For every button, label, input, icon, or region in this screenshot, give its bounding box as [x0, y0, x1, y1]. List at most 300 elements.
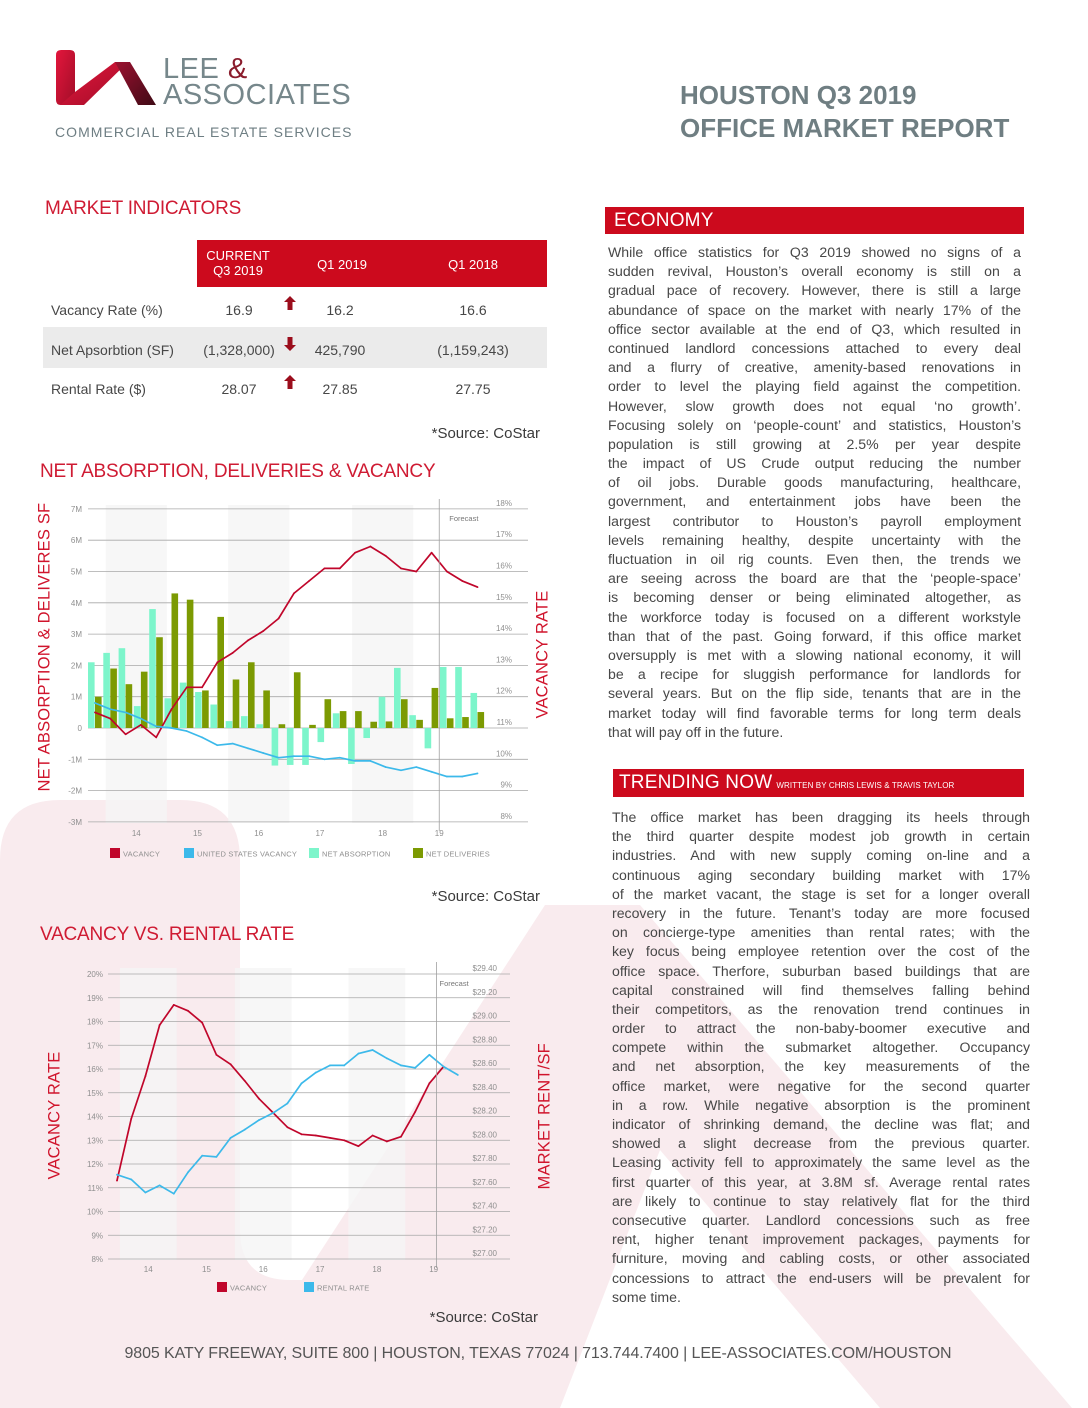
- bar-net-absorption: [348, 728, 355, 764]
- text-line: capital constrained will find themselves falling behind: [612, 981, 1030, 998]
- data-point-rental-rate: [457, 1074, 459, 1076]
- data-point-vacancy: [230, 1063, 232, 1065]
- data-point-rental-rate: [400, 1065, 402, 1067]
- text-line: is becoming denser or being eliminated altogether, as: [608, 589, 1021, 606]
- text-line: population is still growing at 2.5% per year despite: [608, 435, 1021, 452]
- bar-net-absorption: [195, 692, 202, 728]
- data-point-united-states-vacancy: [400, 769, 402, 771]
- logo-leg: [115, 62, 156, 105]
- chart1-left-axis-label: NET ABSORPTION & DELIVERES SF: [35, 502, 54, 792]
- trending-byline: WRITTEN BY CHRIS LEWIS & TRAVIS TAYLOR: [776, 781, 955, 790]
- data-point-vacancy: [287, 1126, 289, 1128]
- data-point-vacancy: [400, 1136, 402, 1138]
- text-line: their competitors, as the renovation trend continues in: [612, 1000, 1030, 1017]
- legend-swatch-net-absorption: [309, 848, 319, 858]
- data-point-rental-rate: [443, 1066, 445, 1068]
- data-point-vacancy: [258, 1098, 260, 1100]
- y-tick-label-left: -1M: [68, 755, 82, 765]
- data-point-vacancy: [94, 711, 96, 713]
- bar-net-deliveries: [248, 662, 255, 728]
- text-line: However, slow growth does not equal ‘no growth’.: [608, 397, 1021, 414]
- text-line: indicator of shrinking demand, the decline was flat; and: [612, 1116, 1030, 1132]
- data-point-rental-rate: [343, 1065, 345, 1067]
- text-line: compete within the submarket altogether. Occupancy: [612, 1039, 1030, 1056]
- text-line: are likely to continue to stay relatively flat for the third: [612, 1192, 1030, 1209]
- y-tick-label-left: 8%: [91, 1255, 103, 1264]
- value-q1-2019: 16.2: [326, 302, 354, 318]
- data-point-united-states-vacancy: [109, 708, 111, 710]
- col-header-current-line2: Q3 2019: [213, 263, 263, 278]
- bar-net-absorption: [318, 728, 325, 742]
- text-line: gradual pace of recovery. However, there is still a large: [608, 282, 1021, 299]
- net-absorption-chart: [30, 495, 560, 870]
- text-line: While office statistics for Q3 2019 showed no signs of a: [608, 244, 1021, 260]
- data-point-rental-rate: [301, 1082, 303, 1084]
- legend-label-united-states-vacancy: UNITED STATES VACANCY: [197, 849, 298, 859]
- text-line: Leasing activity fell to approximately the same level as the: [612, 1154, 1030, 1171]
- x-tick-label: 16: [258, 1265, 268, 1274]
- data-point-vacancy: [429, 1082, 431, 1084]
- y-tick-label-left: 5M: [70, 567, 82, 577]
- data-point-vacancy: [173, 1004, 175, 1006]
- bar-net-deliveries: [217, 617, 224, 728]
- y-tick-label-left: 3M: [70, 630, 82, 640]
- economy-body: [608, 243, 1021, 742]
- data-point-vacancy: [278, 618, 280, 620]
- y-tick-label-right: $27.00: [472, 1249, 497, 1258]
- bar-net-deliveries: [386, 721, 393, 728]
- y-tick-label-left: 18%: [86, 1017, 103, 1027]
- text-line: concessions to attract the end-users will be prevalent for: [612, 1269, 1030, 1286]
- text-line: and a flurry of creative, amenity-based renovations in: [608, 359, 1021, 376]
- text-line: rent, higher tenant improvement packages, payments for: [612, 1231, 1030, 1248]
- value-q1-2018: 16.6: [459, 302, 487, 318]
- bar-net-absorption: [379, 697, 386, 728]
- data-point-rental-rate: [258, 1119, 260, 1121]
- y-tick-label-right: $28.60: [472, 1059, 497, 1068]
- x-tick-label: 18: [372, 1265, 382, 1274]
- data-point-rental-rate: [386, 1057, 388, 1059]
- bar-net-deliveries: [370, 722, 377, 728]
- value-q1-2019: 27.85: [322, 381, 358, 397]
- data-point-vacancy: [446, 571, 448, 573]
- data-point-vacancy: [109, 718, 111, 720]
- data-point-united-states-vacancy: [232, 743, 234, 745]
- x-tick-label: 15: [193, 829, 202, 838]
- bar-net-absorption: [455, 667, 462, 728]
- y-tick-label-left: 1M: [70, 692, 82, 702]
- y-tick-label-left: 14%: [86, 1112, 103, 1122]
- bar-net-deliveries: [447, 718, 454, 728]
- data-point-vacancy: [329, 1137, 331, 1139]
- chart2-right-axis-label: MARKET RENT/SF: [535, 1043, 554, 1190]
- value-q1-2019: 425,790: [314, 342, 366, 358]
- data-point-rental-rate: [287, 1103, 289, 1105]
- data-point-vacancy: [247, 639, 249, 641]
- text-line: oversupply is met with a slowing national economy, it will: [608, 646, 1021, 663]
- forecast-label: Forecast: [439, 979, 469, 988]
- data-point-united-states-vacancy: [247, 747, 249, 749]
- data-point-united-states-vacancy: [278, 757, 280, 759]
- y-tick-label-right: $28.40: [472, 1082, 497, 1092]
- text-line: and net absorption, the key measurements of the: [612, 1058, 1030, 1075]
- data-point-united-states-vacancy: [217, 744, 219, 746]
- x-tick-label: 17: [315, 829, 325, 838]
- bar-net-deliveries: [325, 699, 332, 728]
- logo-tagline: COMMERCIAL REAL ESTATE SERVICES: [55, 124, 353, 140]
- y-tick-label-right: $28.00: [472, 1130, 497, 1140]
- data-point-united-states-vacancy: [308, 755, 310, 757]
- row-label: Net Apsorbtion (SF): [51, 342, 174, 358]
- forecast-label: Forecast: [449, 514, 479, 523]
- bar-net-deliveries: [432, 688, 439, 728]
- data-point-vacancy: [140, 724, 142, 726]
- y-tick-label-left: 13%: [86, 1136, 103, 1146]
- logo-ampersand: &: [227, 53, 248, 85]
- legend-label-vacancy: VACANCY: [230, 1283, 268, 1293]
- chart2-title: VACANCY VS. RENTAL RATE: [40, 924, 295, 945]
- bar-net-deliveries: [263, 690, 270, 728]
- y-tick-label-right: 14%: [495, 624, 512, 634]
- x-tick-label: 19: [429, 1265, 439, 1274]
- text-line: Focusing solely on ‘people-count’ and statistics, Houston’s: [608, 416, 1021, 433]
- data-point-united-states-vacancy: [94, 702, 96, 704]
- data-point-united-states-vacancy: [339, 757, 341, 759]
- y-tick-label-left: 20%: [86, 970, 103, 979]
- year-band: [352, 505, 413, 823]
- legend-swatch-united-states-vacancy: [184, 848, 194, 858]
- bar-net-absorption: [440, 667, 447, 728]
- y-tick-label-right: 17%: [495, 530, 512, 540]
- table-header: [197, 240, 547, 287]
- col-header-current-line1: CURRENT: [206, 248, 270, 263]
- text-line: on concierge-type amenities than rental rates; with the: [612, 924, 1030, 941]
- bar-net-absorption: [409, 715, 416, 728]
- x-tick-label: 19: [434, 829, 444, 838]
- y-tick-label-left: 11%: [87, 1183, 103, 1193]
- data-point-united-states-vacancy: [461, 776, 463, 778]
- data-point-vacancy: [358, 1145, 360, 1147]
- y-tick-label-right: 8%: [500, 811, 512, 821]
- bar-net-absorption: [394, 668, 401, 728]
- text-line: first quarter of this year, at 3.8M sf. Average rental rates: [612, 1173, 1030, 1190]
- legend-label-rental-rate: RENTAL RATE: [317, 1283, 370, 1293]
- data-point-united-states-vacancy: [354, 760, 356, 762]
- y-tick-label-left: 16%: [86, 1065, 103, 1074]
- data-point-vacancy: [293, 593, 295, 595]
- logo-lee: LEE: [163, 53, 220, 85]
- text-line: the workforce today is focused on a different workstyle: [608, 608, 1021, 625]
- text-line: government, and entertainment jobs have been the: [608, 493, 1021, 510]
- y-tick-label-left: 0: [77, 724, 82, 733]
- data-point-vacancy: [186, 686, 188, 688]
- x-tick-label: 15: [202, 1265, 211, 1274]
- text-line: recovery in the future. Tenant’s today are more focused: [612, 904, 1030, 921]
- trending-body: [612, 808, 1030, 1307]
- data-point-vacancy: [324, 567, 326, 569]
- legend-label-vacancy: VACANCY: [123, 849, 161, 859]
- chart1-source-note: *Source: CoStar: [431, 888, 540, 905]
- data-point-vacancy: [431, 552, 433, 554]
- y-tick-label-right: $28.20: [472, 1106, 497, 1116]
- y-tick-label-left: -3M: [68, 817, 82, 827]
- x-tick-label: 16: [254, 829, 264, 838]
- data-point-united-states-vacancy: [125, 711, 127, 713]
- y-tick-label-right: 11%: [496, 718, 512, 727]
- bar-net-absorption: [241, 716, 248, 728]
- chart1-right-axis-label: VACANCY RATE: [533, 590, 552, 719]
- data-point-united-states-vacancy: [155, 726, 157, 728]
- y-tick-label-right: 10%: [495, 749, 512, 759]
- data-point-rental-rate: [201, 1155, 203, 1157]
- data-point-vacancy: [171, 708, 173, 710]
- y-tick-label-left: 15%: [86, 1088, 103, 1098]
- text-line: fluctuation in oil rig counts. Even then, the trends we: [608, 551, 1021, 567]
- data-point-vacancy: [301, 1133, 303, 1135]
- data-point-vacancy: [414, 1111, 416, 1113]
- data-point-rental-rate: [272, 1112, 274, 1114]
- data-point-vacancy: [370, 546, 372, 548]
- bar-net-absorption: [425, 728, 432, 748]
- text-line: the impact of US Crude output reducing the number: [608, 455, 1021, 472]
- year-band: [228, 505, 289, 823]
- text-line: are seeing across the board are that the ‘people-space’: [608, 570, 1021, 587]
- bar-net-absorption: [272, 728, 279, 766]
- text-line: largest contributor to Houston’s payroll employment: [608, 512, 1021, 529]
- text-line: key focus being employee retention over the cost of the: [612, 943, 1030, 960]
- data-point-united-states-vacancy: [186, 730, 188, 732]
- legend-label-net-absorption: NET ABSORPTION: [322, 849, 391, 859]
- bar-net-deliveries: [156, 637, 163, 728]
- data-point-rental-rate: [244, 1129, 246, 1131]
- legend-swatch-vacancy: [217, 1282, 227, 1292]
- x-tick-label: 17: [315, 1265, 325, 1274]
- y-tick-label-right: 13%: [495, 655, 512, 665]
- text-line: office market, were negative for the second quarter: [612, 1077, 1030, 1094]
- chart2-source-note: *Source: CoStar: [429, 1309, 538, 1326]
- col-header-current: [183, 248, 293, 278]
- legend-swatch-net-deliveries: [413, 848, 423, 858]
- trending-title-group: [619, 772, 954, 794]
- bar-net-absorption: [471, 693, 478, 728]
- data-point-vacancy: [372, 1135, 374, 1137]
- bar-net-absorption: [363, 728, 370, 738]
- chart1-title: NET ABSORPTION, DELIVERIES & VACANCY: [40, 461, 436, 482]
- bar-net-absorption: [88, 662, 95, 728]
- bar-net-absorption: [302, 728, 309, 765]
- data-point-rental-rate: [230, 1137, 232, 1139]
- data-point-united-states-vacancy: [477, 772, 479, 774]
- footer-address: 9805 KATY FREEWAY, SUITE 800 | HOUSTON, TEXAS 77024 | 713.744.7400 | LEE-ASSOCIATES.COM/HOUSTON: [124, 1345, 952, 1362]
- y-tick-label-right: $28.80: [472, 1035, 497, 1045]
- value-q1-2018: (1,159,243): [437, 342, 509, 358]
- data-point-vacancy: [130, 1118, 132, 1120]
- y-tick-label-right: $29.40: [472, 964, 497, 973]
- data-point-vacancy: [262, 630, 264, 632]
- bar-net-absorption: [226, 721, 233, 728]
- data-point-rental-rate: [329, 1065, 331, 1067]
- bar-net-absorption: [287, 728, 294, 765]
- y-tick-label-left: -2M: [68, 786, 82, 796]
- data-point-vacancy: [477, 586, 479, 588]
- market-indicators-title: MARKET INDICATORS: [45, 198, 242, 219]
- economy-title: ECONOMY: [614, 210, 714, 231]
- y-tick-label-left: 17%: [86, 1041, 103, 1051]
- value-q1-2018: 27.75: [455, 381, 491, 397]
- data-point-rental-rate: [173, 1193, 175, 1195]
- lee-associates-logo-icon: [50, 45, 160, 110]
- data-point-vacancy: [201, 1022, 203, 1024]
- data-point-rental-rate: [130, 1179, 132, 1181]
- text-line: the third quarter despite modest job growth in certain: [612, 828, 1030, 845]
- bar-net-absorption: [256, 724, 263, 728]
- text-line: some time.: [612, 1288, 681, 1305]
- row-label: Vacancy Rate (%): [51, 302, 163, 318]
- text-line: in a row. While negative absorption is the prominent: [612, 1096, 1030, 1113]
- legend-label-net-deliveries: NET DELIVERIES: [426, 849, 490, 859]
- y-tick-label-right: $27.40: [472, 1201, 497, 1211]
- y-tick-label-right: 15%: [495, 592, 512, 602]
- text-line: consecutive quarter. Landlord concessions such as free: [612, 1211, 1030, 1228]
- data-point-united-states-vacancy: [446, 776, 448, 778]
- data-point-united-states-vacancy: [293, 755, 295, 757]
- data-point-rental-rate: [216, 1156, 218, 1158]
- bar-net-absorption: [149, 609, 156, 728]
- value-current: 16.9: [225, 302, 253, 318]
- data-point-vacancy: [155, 736, 157, 738]
- data-point-vacancy: [187, 1010, 189, 1012]
- data-point-vacancy: [354, 552, 356, 554]
- bar-net-deliveries: [233, 679, 240, 728]
- x-tick-label: 14: [131, 829, 141, 838]
- text-line: be a recipe for sluggish performance for landlords for: [608, 666, 1021, 683]
- x-tick-label: 18: [378, 829, 388, 838]
- data-point-rental-rate: [145, 1192, 147, 1194]
- data-point-united-states-vacancy: [324, 758, 326, 760]
- bar-net-absorption: [119, 648, 126, 728]
- text-line: that will pay off in the future.: [608, 723, 784, 740]
- data-point-rental-rate: [187, 1171, 189, 1173]
- data-point-vacancy: [308, 580, 310, 582]
- text-line: industries. And with new supply coming on-line and a: [612, 847, 1030, 864]
- data-point-vacancy: [415, 571, 417, 573]
- data-point-united-states-vacancy: [262, 752, 264, 754]
- data-point-vacancy: [216, 1054, 218, 1056]
- y-tick-label-left: 7M: [70, 504, 82, 514]
- col-header-q1-2019: Q1 2019: [317, 257, 367, 272]
- value-current: 28.07: [221, 381, 257, 397]
- bar-net-deliveries: [309, 725, 316, 728]
- text-line: several years. But on the flip side, tenants that are in the: [608, 685, 1021, 702]
- data-point-united-states-vacancy: [201, 736, 203, 738]
- data-point-rental-rate: [315, 1072, 317, 1074]
- year-band: [348, 968, 405, 1260]
- y-tick-label-right: 12%: [495, 686, 512, 696]
- data-point-vacancy: [125, 733, 127, 735]
- text-line: than that of the past. Going forward, if this office market: [608, 627, 1021, 644]
- chart2-left-axis-label: VACANCY RATE: [45, 1051, 64, 1180]
- bar-net-absorption: [333, 713, 340, 728]
- text-line: abundance of space on the market with nearly 17% of the: [608, 301, 1021, 318]
- data-point-vacancy: [385, 555, 387, 557]
- text-line: furniture, moving and cabling costs, or other associated: [612, 1250, 1030, 1267]
- text-line: The office market has been dragging its heels through: [612, 809, 1030, 825]
- y-tick-label-left: 19%: [86, 993, 103, 1003]
- bar-net-deliveries: [355, 711, 362, 728]
- bar-net-deliveries: [126, 684, 133, 728]
- data-point-vacancy: [315, 1135, 317, 1137]
- bar-net-absorption: [210, 705, 217, 728]
- y-tick-label-left: 2M: [70, 661, 82, 671]
- bar-net-deliveries: [478, 712, 485, 728]
- y-tick-label-left: 12%: [86, 1160, 103, 1169]
- vacancy-vs-rental-chart: [30, 955, 560, 1300]
- data-point-vacancy: [145, 1075, 147, 1077]
- year-band: [235, 968, 292, 1260]
- data-point-rental-rate: [414, 1067, 416, 1069]
- y-tick-label-right: $27.80: [472, 1154, 497, 1163]
- y-tick-label-right: 16%: [495, 561, 512, 571]
- y-tick-label-right: $29.20: [472, 987, 497, 997]
- data-point-united-states-vacancy: [171, 727, 173, 729]
- data-point-united-states-vacancy: [370, 760, 372, 762]
- text-line: office space. Therfore, suburban based buildings that are: [612, 962, 1030, 979]
- economy-header: [605, 207, 1024, 234]
- data-point-vacancy: [400, 567, 402, 569]
- text-line: sudden revival, Houston’s overall economy is still on a: [608, 263, 1021, 280]
- data-point-united-states-vacancy: [415, 766, 417, 768]
- data-point-rental-rate: [429, 1054, 431, 1056]
- bar-net-deliveries: [279, 724, 286, 728]
- col-header-q1-2018: Q1 2018: [448, 257, 498, 272]
- report-title-line2: OFFICE MARKET REPORT: [680, 113, 1010, 143]
- y-tick-label-right: $29.00: [472, 1011, 497, 1021]
- data-point-vacancy: [201, 686, 203, 688]
- data-point-vacancy: [461, 580, 463, 582]
- text-line: office sector available at the end of Q3, which resulted in: [608, 320, 1021, 337]
- data-point-united-states-vacancy: [385, 766, 387, 768]
- text-line: market today will find favorable terms for long term deals: [608, 704, 1021, 721]
- y-tick-label-left: 10%: [86, 1207, 103, 1217]
- value-current: (1,328,000): [203, 342, 275, 358]
- data-point-vacancy: [386, 1141, 388, 1143]
- table-source-note: *Source: CoStar: [431, 425, 540, 442]
- y-tick-label-left: 6M: [70, 536, 82, 546]
- data-point-vacancy: [232, 652, 234, 654]
- data-point-rental-rate: [116, 1174, 118, 1176]
- y-tick-label-right: 18%: [495, 498, 512, 508]
- text-line: levels remaining healthy, despite uncertainty with the: [608, 531, 1021, 548]
- y-tick-label-left: 9%: [91, 1231, 103, 1241]
- data-point-rental-rate: [372, 1049, 374, 1051]
- data-point-united-states-vacancy: [431, 771, 433, 773]
- logo-text-line2: ASSOCIATES: [163, 79, 352, 111]
- data-point-vacancy: [343, 1139, 345, 1141]
- bar-net-deliveries: [202, 690, 209, 728]
- trending-title: TRENDING NOW: [619, 772, 773, 793]
- bar-net-deliveries: [416, 720, 423, 728]
- report-title-line1: HOUSTON Q3 2019: [680, 80, 917, 110]
- data-point-rental-rate: [159, 1184, 161, 1186]
- text-line: continued landlord concessions attached to every deal: [608, 339, 1021, 356]
- data-point-vacancy: [217, 661, 219, 663]
- row-label: Rental Rate ($): [51, 381, 146, 397]
- data-point-vacancy: [339, 567, 341, 569]
- bar-net-deliveries: [340, 711, 347, 728]
- bar-net-deliveries: [401, 699, 408, 728]
- y-tick-label-left: 4M: [70, 598, 82, 608]
- data-point-vacancy: [244, 1080, 246, 1082]
